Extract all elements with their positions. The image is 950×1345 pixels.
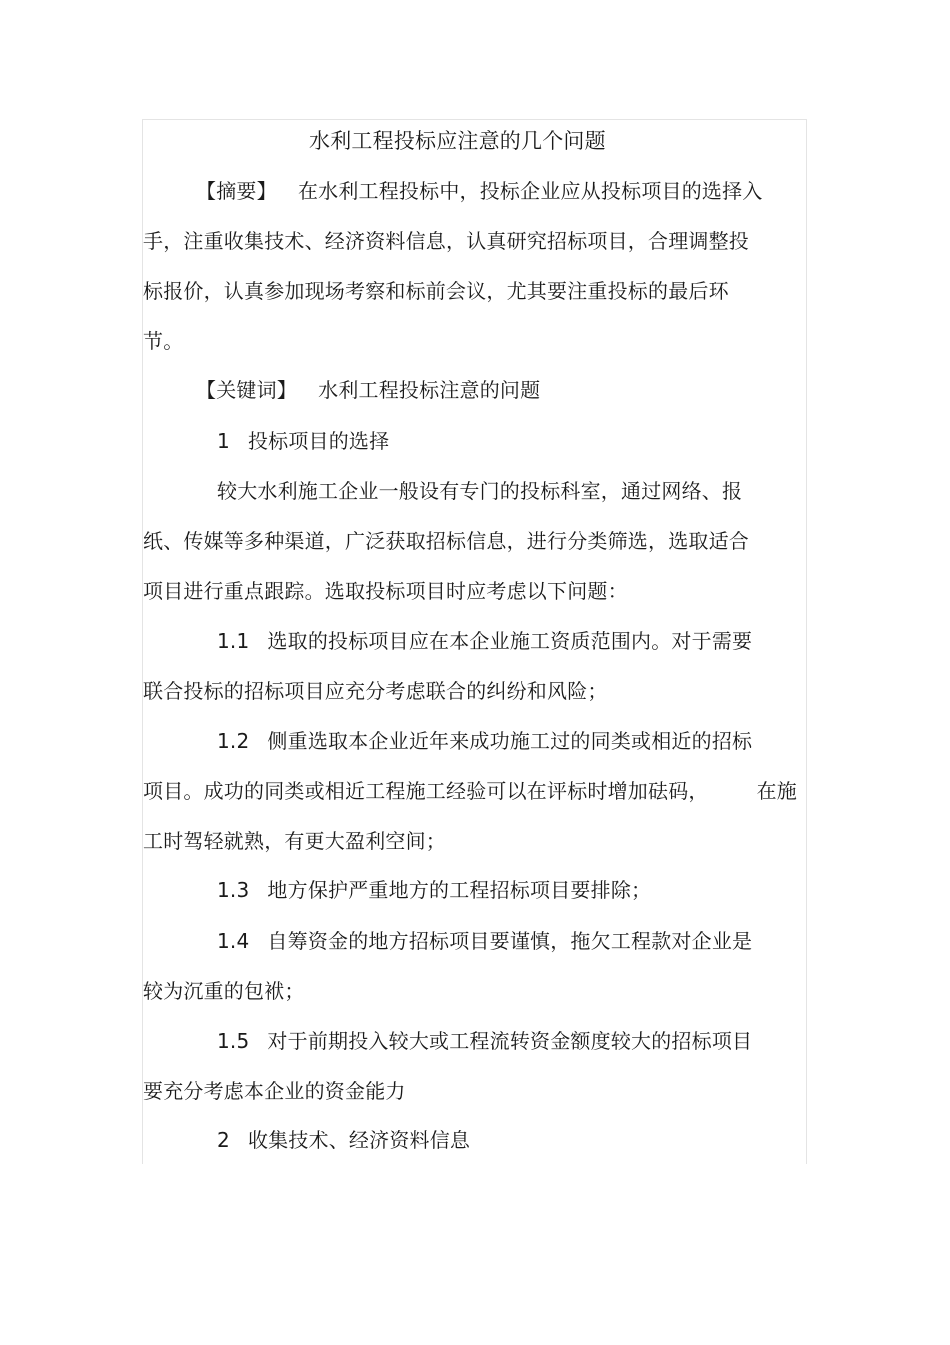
- item-1-2-text-2b: 在施: [756, 779, 798, 803]
- keywords-text: 水利工程投标注意的问题: [318, 378, 541, 402]
- item-1-4-line-2: 较为沉重的包袱；: [143, 979, 305, 1003]
- section-1-heading: [217, 429, 389, 453]
- abstract-line-4: 节。: [143, 329, 184, 353]
- item-1-3-line-1: [217, 878, 651, 902]
- item-1-2-number: 1.2: [217, 729, 250, 753]
- abstract-line-2: 手，注重收集技术、经济资料信息，认真研究招标项目，合理调整投: [143, 229, 749, 253]
- section-1-title: 投标项目的选择: [247, 429, 390, 453]
- item-1-2-text-1: 侧重选取本企业近年来成功施工过的同类或相近的招标: [267, 729, 753, 753]
- item-1-2-line-2: [143, 779, 797, 803]
- item-1-1-text-1: 选取的投标项目应在本企业施工资质范围内。对于需要: [267, 629, 753, 653]
- item-1-2-text-2a: 项目。成功的同类或相近工程施工经验可以在评标时增加砝码，: [143, 779, 709, 803]
- item-1-2-line-3: 工时驾轻就熟，有更大盈利空间；: [143, 829, 446, 853]
- item-1-4-number: 1.4: [217, 929, 250, 953]
- item-1-4-line-1: [217, 929, 752, 953]
- section-2-title: 收集技术、经济资料信息: [247, 1128, 471, 1152]
- section-2-heading: [217, 1128, 470, 1152]
- abstract-label: 【摘要】: [196, 179, 277, 203]
- abstract-text-1: 在水利工程投标中，投标企业应从投标项目的选择入: [297, 179, 763, 203]
- document-title: 水利工程投标应注意的几个问题: [309, 129, 606, 153]
- item-1-5-number: 1.5: [217, 1029, 250, 1053]
- abstract-line-1: [196, 179, 763, 203]
- section-1-para-line-3: 项目进行重点跟踪。选取投标项目时应考虑以下问题：: [143, 579, 628, 603]
- item-1-2-line-1: [217, 729, 752, 753]
- section-1-para-line-2: 纸、传媒等多种渠道，广泛获取招标信息，进行分类筛选，选取适合: [143, 529, 749, 553]
- abstract-line-3: 标报价，认真参加现场考察和标前会议，尤其要注重投标的最后环: [143, 279, 729, 303]
- section-2-number: 2: [217, 1128, 230, 1152]
- item-1-3-number: 1.3: [217, 878, 250, 902]
- section-1-number: 1: [217, 429, 230, 453]
- section-1-para-line-1: 较大水利施工企业一般设有专门的投标科室，通过网络、报: [217, 479, 743, 503]
- keywords-label: 【关键词】: [196, 378, 297, 402]
- item-1-1-number: 1.1: [217, 629, 250, 653]
- item-1-4-text-1: 自筹资金的地方招标项目要谨慎，拖欠工程款对企业是: [267, 929, 753, 953]
- item-1-3-text-1: 地方保护严重地方的工程招标项目要排除；: [267, 878, 652, 902]
- item-1-5-line-1: [217, 1029, 752, 1053]
- item-1-1-line-1: [217, 629, 752, 653]
- keywords-line: [196, 378, 540, 402]
- item-1-5-text-1: 对于前期投入较大或工程流转资金额度较大的招标项目: [267, 1029, 753, 1053]
- item-1-5-line-2: 要充分考虑本企业的资金能力: [143, 1079, 406, 1103]
- item-1-1-line-2: 联合投标的招标项目应充分考虑联合的纠纷和风险；: [143, 679, 608, 703]
